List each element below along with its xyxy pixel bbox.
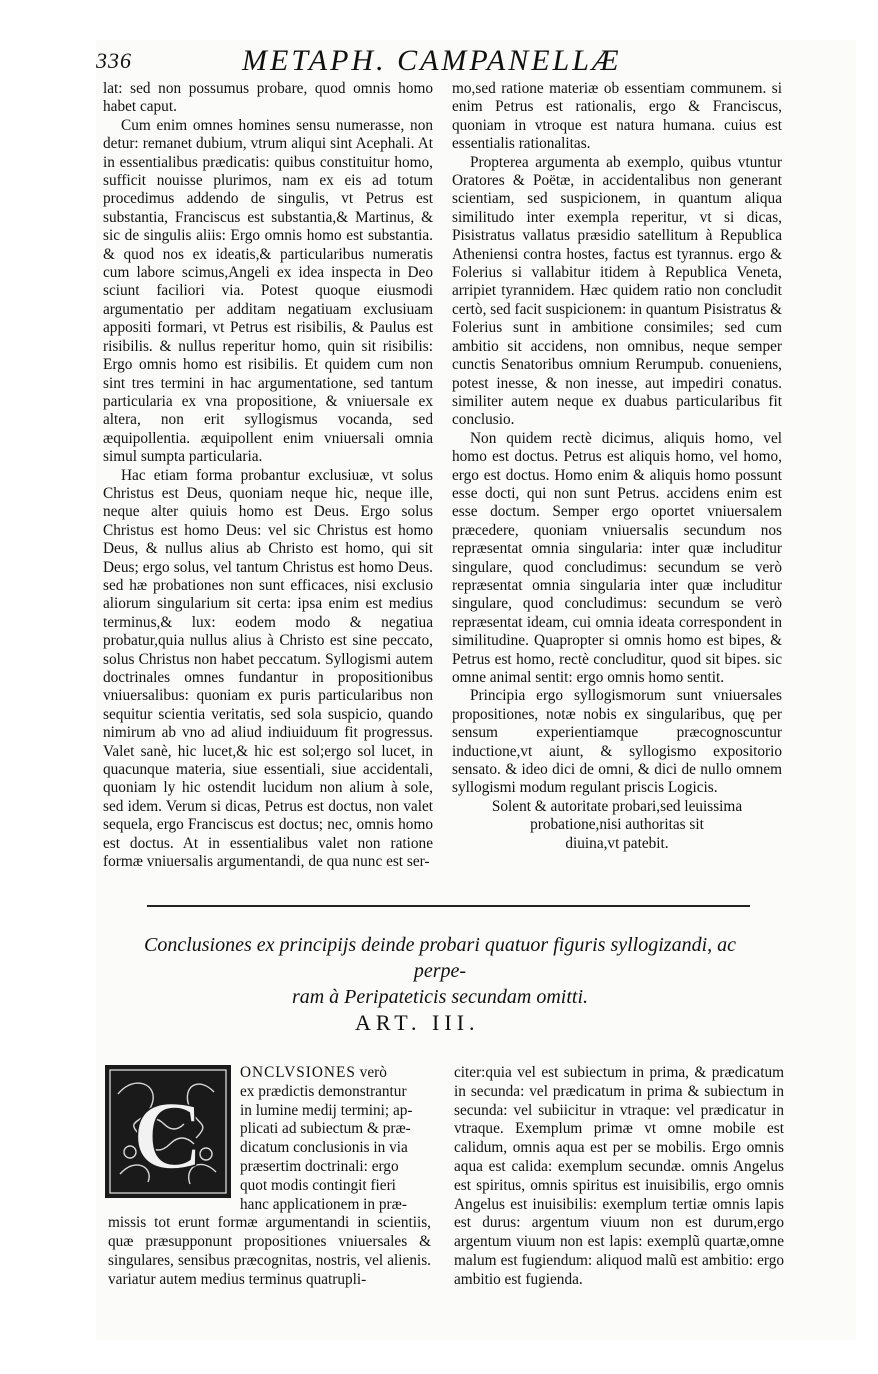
running-title: METAPH. CAMPANELLÆ [242, 44, 622, 77]
right-paragraph-1: mo,sed ratione materiæ ob essentiam communem. si enim Petrus est rationalis, ergo & Franciscus, quoniam in vtroque est natura humana. cuius est essentialis rationalitas. [452, 80, 782, 153]
intro-line-7: quot modis contingit fieri [240, 1176, 396, 1194]
section-heading-line-1: Conclusiones ex principijs deinde probari quatuor figuris syllogizandi, ac perpe- [143, 934, 736, 982]
bottom-left-column [108, 1064, 431, 1290]
intro-continuation: missis tot erunt formæ argumentandi in scientiis, quæ præsupponunt propositiones vniuersales & singulares, sensibus præcognitas, nostris, vel alienis. variatur autem medius terminus quatrupli- [108, 1214, 431, 1288]
intro-line-3: in lumine medij termini; ap- [240, 1101, 413, 1119]
drop-cap-letter: C [132, 1082, 204, 1190]
bottom-right-text: citer:quia vel est subiectum in prima, & prædicatum in secunda: vel prædicatum in prima & subiectum in secunda: vel subiicitur in vtraque: vel prædicatur in vtraque. Exemplum primæ vt omne mobile est calidum, omnis aqua est per se mobilis. Ergo omnis aqua est calida: exemplum secundæ. omnis Angelus est spiritus, omnis spiritus est inuisibilis, ergo omnis Angelus est inuisibilis: exemplum tertiæ omnis lapis est durus: argentum viuum non est durum,ergo argentum viuum non est lapis: exemplũ quartæ,omne malum est fugiendum: aliquod malũ est ambitio: ergo ambitio est fugienda. [454, 1064, 784, 1288]
intro-line-5: dicatum conclusionis in via [240, 1139, 408, 1157]
intro-line-6: præsertim doctrinali: ergo [240, 1157, 399, 1175]
intro-line-1 [240, 1064, 431, 1083]
lead-caps: ONCLVSIONES [240, 1064, 356, 1081]
section-divider [147, 905, 750, 907]
intro-line-2: ex prædictis demonstrantur [240, 1082, 407, 1100]
page-number: 336 [96, 48, 132, 73]
closing-line-1: Solent & autoritate probari,sed leuissima [491, 797, 743, 815]
left-paragraph-1: lat: sed non possumus probare, quod omnis homo habet caput. [103, 80, 433, 116]
closing-line-3: diuina,vt patebit. [565, 834, 669, 852]
running-head [96, 44, 796, 84]
right-paragraph-2: Propterea argumenta ab exemplo, quibus vtuntur Oratores & Poëtæ, in accidentalibus non generant scientiam, sed suspicionem, in quantum aliqua similitudo inter exempla reperitur, vt si dicas, Pisistratus vallatus præsidio satellitum à Republica Atheniensi contra hostes, factus est tyrannus. ergo & Folerius si vallabitur itidem à Republica Veneta, arripiet tyrannidem. Hæc quidem ratio non concludit certò, sed facit suspicionem: in quantum Pisistratus & Folerius sunt in ambitione consimiles; sed cum ambitio sit accidens, non omnibus, neque semper cunctis Senatoribus omnium Rerumpub. conueniens, potest inesse, & non inesse, aut impediri conatus. similiter autem neque ex duabus particularibus fit conclusio. [452, 153, 782, 429]
intro-line-8: hanc applicationem in præ- [240, 1195, 407, 1213]
article-label: ART. III. [355, 1010, 480, 1035]
intro-line-4: plicati ad subiectum & præ- [240, 1120, 411, 1138]
lead-word: verò [355, 1064, 387, 1081]
bottom-right-column [454, 1064, 784, 1290]
left-paragraph-3: Hac etiam forma probantur exclusiuæ, vt solus Christus est Deus, quoniam neque hic, neque ille, neque alter quiuis homo est Deus. Ergo solus Christus est homo Deus: vel sic Christus est homo Deus, & nullus alius ab Christo est homo, qui sit Deus; ergo solus, vel tantum Christus est homo Deus. sed hæ probationes non sunt efficaces, nisi exclusio aliorum singularium sit certa: ipsa enim est medius terminus,& lux: eodem modo & negatiua probatur,quia nullus alius à Christo est sine peccato, solus Christus non habet peccatum. Syllogismi autem doctrinales omnes fundantur in propositionibus vniuersalibus: quoniam ex puris particularibus non sequitur scientia veritatis, sed sola suspicio, quando nimirum ab vno ad aliud indiuiduum fit progressus. Valet sanè, hic lucet,& hic est sol;ergo sol lucet, in quacunque materia, siue essentiali, siue accidentali, quoniam ly hic ostendit lucidum non alium à sole, sed idem. Verum si dicas, Petrus est doctus, non valet sequela, ergo Franciscus est doctus; nec, omnis homo est doctus. At in essentialibus valet non ratione formæ vniuersalis argumentandi, de qua nunc est ser- [103, 466, 433, 871]
section-heading [130, 932, 750, 1010]
right-paragraph-3: Non quidem rectè dicimus, aliquis homo, vel homo est doctus. Petrus est aliquis homo, vel homo, ergo est doctus. Homo enim & aliquis homo possunt esse docti, qui non sunt Petrus. accidens enim est esse doctum. Semper ergo oportet vniuersalem præcedere, quoniam vniuersalis secundum nos repræsentat omnia singularia: inter quæ includitur singulare, quod concludimus: secundum se verò repræsentat omnia singularia inter quæ includitur singulare, quod concludimus: secundum se verò repræsentat ideam, cui omnia ideata correspondent in similitudine. Quapropter si omnis homo est bipes, & Petrus est homo, rectè concluditur, quod sit bipes. sic omne animal sentit: ergo omnis homo sentit. [452, 429, 782, 686]
right-column [452, 80, 782, 853]
right-paragraph-4: Principia ergo syllogismorum sunt vniuersales propositiones, notæ nobis ex singularibus, quę per sensum experientiamque præcognoscuntur inductione,vt aiunt, & syllogismo expositorio sensato. & ideo dici de omni, & dici de nullo omnem syllogismi modum regulant priscis Logicis. [452, 687, 782, 797]
left-paragraph-2: Cum enim omnes homines sensu numerasse, non detur: remanet dubium, vtrum aliqui sint Acephali. At in essentialibus prædicatis: quibus constituitur homo, sufficit nouisse plurimos, nam ex eis ad totum procedimus addendo de singulis, vt Petrus est substantia, Franciscus est substantia,& Martinus, & sic de singulis aliis: Ergo omnis homo est substantia. & quod nos ex ideatis,& particularibus numeratis cum labore scimus,Angeli ex idea inspecta in Deo sciunt faciliori via. Potest quoque eiusmodi argumentatio per additam negatiuam exclusiuam appositi formari, vt Petrus est risibilis, & Paulus est risibilis. & nullus reperitur homo, quin sit risibilis: Ergo omnis homo est risibilis. Et quidem cum non sint tres termini in hac argumentatione, sed tantum particularia ex vna propositione, & vniuersale ex altera, non erit syllogismus vocanda, sed æquipollentia. æquipollent enim vniuersali omnia simul sumpta particularia. [103, 116, 433, 466]
section-heading-line-2: ram à Peripateticis secundam omitti. [291, 986, 589, 1008]
left-column [103, 80, 433, 871]
closing-line-2: probatione,nisi authoritas sit [530, 816, 704, 834]
closing-lines [452, 798, 782, 853]
